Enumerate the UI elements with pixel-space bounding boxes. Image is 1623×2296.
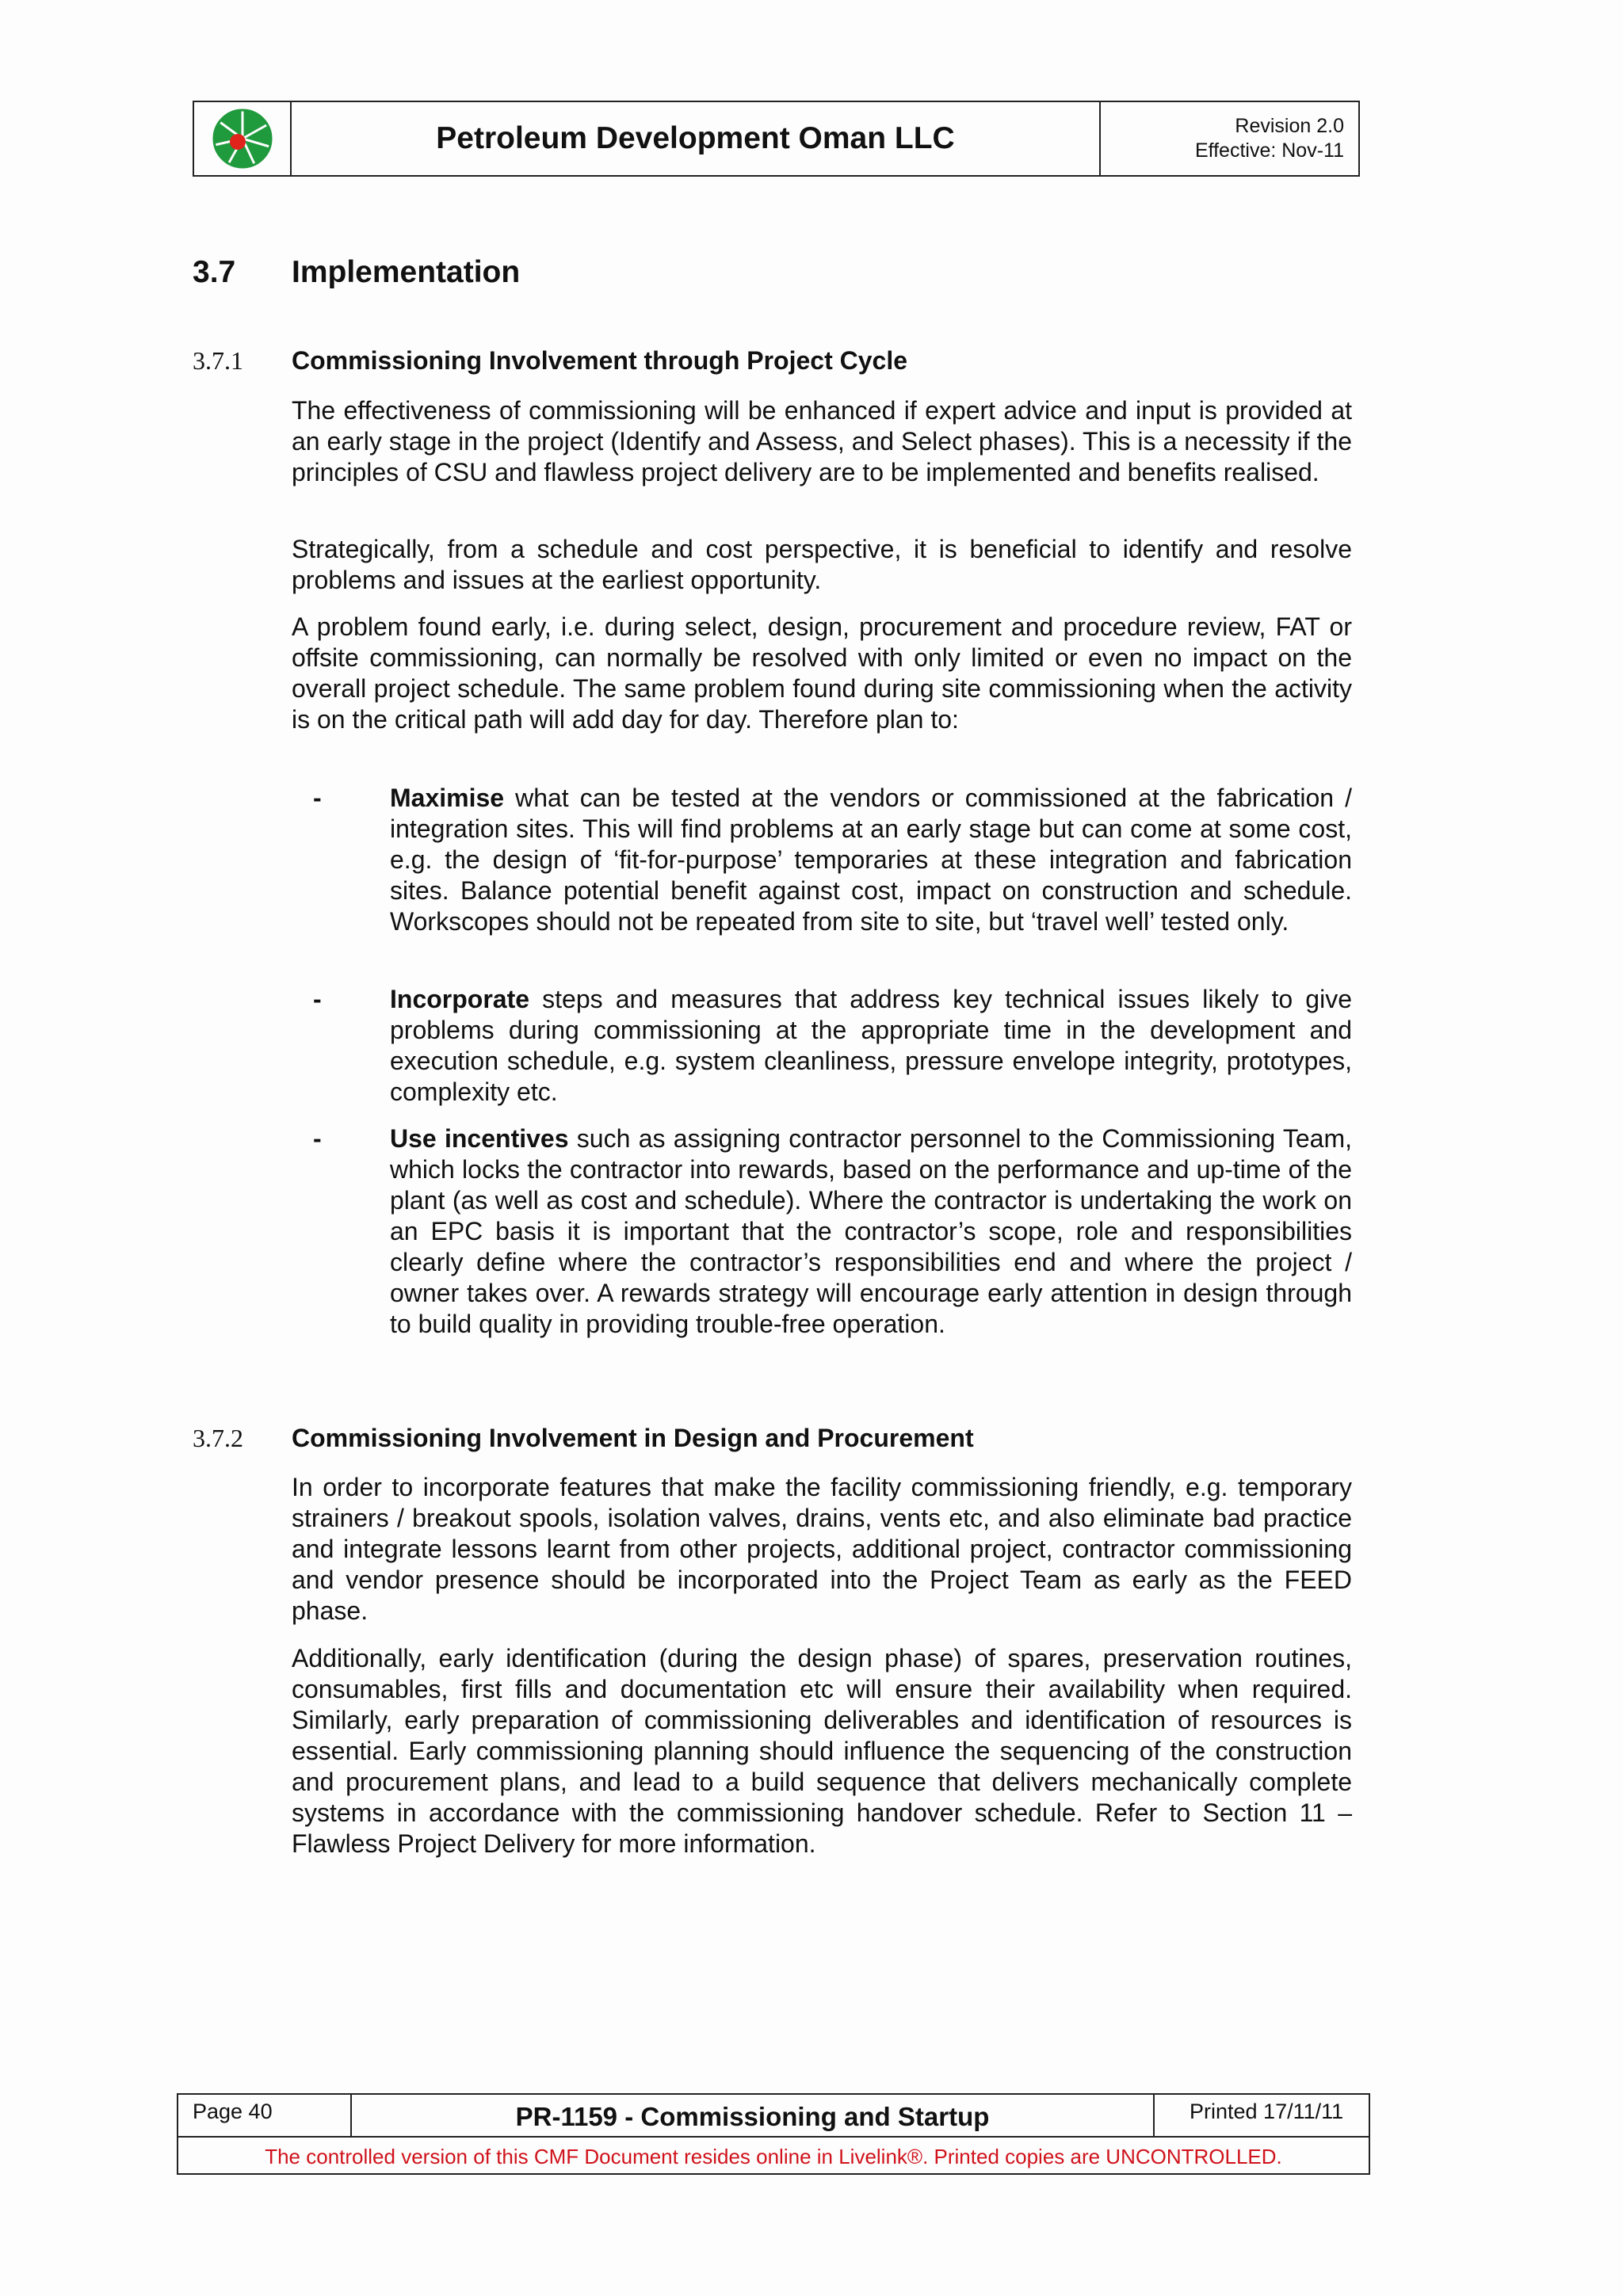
section-heading — [193, 255, 520, 290]
uncontrolled-notice: The controlled version of this CMF Document resides online in Livelink®. Printed copies are UNCONTROLLED. — [265, 2145, 1282, 2168]
bullet-keyword: Incorporate — [390, 985, 530, 1013]
revision: Revision 2.0 — [1235, 115, 1344, 137]
bullet-text: steps and measures that address key technical issues likely to give problems during commissioning at the appropriate time in the development and execution schedule, e.g. system cleanliness, pressure envelope integrity, prototypes, complexity etc. — [390, 985, 1352, 1106]
bullet-text: such as assigning contractor personnel to the Commissioning Team, which locks the contractor into rewards, based on the performance and up-time of the plant (as well as cost and schedule). Where the contractor is undertaking the work on an EPC basis it is important that the contractor’s scope, role and responsibilities clearly define where the contractor’s responsibilities end and where the project / owner takes over. A rewards strategy will encourage early attention in design through to build quality in providing trouble-free operation. — [390, 1124, 1353, 1338]
paragraph: In order to incorporate features that make the facility commissioning friendly, e.g. temporary strainers / breakout spools, isolation valves, drains, vents etc, and also eliminate bad practice and integrate lessons learnt from other projects, additional project, contractor commissioning and vendor presence should be incorporated into the Project Team as early as the FEED phase. — [292, 1473, 1352, 1625]
bullet-keyword: Use incentives — [390, 1124, 569, 1153]
bullet-item — [313, 984, 1352, 1108]
bullet-dash: - — [313, 784, 322, 812]
pdo-logo-icon — [211, 107, 274, 170]
bullet-text: what can be tested at the vendors or commissioned at the fabrication / integration sites. This will find problems at an early stage but can come at some cost, e.g. the design of ‘fit-for-purpose’ temporaries at these integration and fabrication sites. Balance potential benefit against cost, impact on construction and schedule. Workscopes should not be repeated from site to site, but ‘travel well’ tested only. — [390, 784, 1352, 936]
paragraph: A problem found early, i.e. during select, design, procurement and procedure review, FAT or offsite commissioning, can normally be resolved with only limited or even no impact on the overall project schedule. The same problem found during site commissioning when the activity is on the critical path will add day for day. Therefore plan to: — [292, 612, 1352, 734]
company-name: Petroleum Development Oman LLC — [292, 102, 1101, 175]
subsection-number: 3.7.1 — [193, 346, 243, 375]
page-header — [193, 101, 1360, 177]
subsection-heading-2 — [193, 1424, 974, 1453]
paragraph: Additionally, early identification (during the design phase) of spares, preservation routines, consumables, first fills and documentation etc will ensure their availability when required. Similarly, early preparation of commissioning deliverables and identification of resources is essential. Early commissioning planning should influence the sequencing of the construction and procurement plans, and lead to a build sequence that delivers mechanically complete systems in accordance with the commissioning handover schedule. Refer to Section 11 – Flawless Project Delivery for more information. — [292, 1644, 1352, 1858]
bullet-dash: - — [313, 1124, 322, 1153]
page-footer — [177, 2093, 1370, 2175]
subsection-heading-1 — [193, 346, 907, 376]
revision-info — [1101, 102, 1358, 175]
bullet-dash: - — [313, 985, 322, 1013]
bullet-item — [313, 1123, 1352, 1340]
section-number: 3.7 — [193, 255, 236, 289]
document-title: PR-1159 - Commissioning and Startup — [352, 2095, 1155, 2136]
bullet-keyword: Maximise — [390, 784, 505, 812]
effective-date: Effective: Nov-11 — [1194, 139, 1344, 162]
section-title: Implementation — [292, 255, 521, 289]
bullet-item — [313, 783, 1352, 937]
paragraph: Strategically, from a schedule and cost perspective, it is beneficial to identify and resolve problems and issues at the earliest opportunity. — [292, 535, 1352, 594]
page-number: Page 40 — [178, 2095, 352, 2136]
subsection-title: Commissioning Involvement in Design and Procurement — [292, 1424, 974, 1452]
subsection-title: Commissioning Involvement through Project Cycle — [292, 346, 908, 375]
company-logo — [194, 102, 292, 175]
paragraph: The effectiveness of commissioning will be enhanced if expert advice and input is provided at an early stage in the project (Identify and Assess, and Select phases). This is a necessity if the principles of CSU and flawless project delivery are to be implemented and benefits realised. — [292, 396, 1352, 486]
printed-date: Printed 17/11/11 — [1190, 2100, 1344, 2123]
subsection-number: 3.7.2 — [193, 1424, 243, 1452]
